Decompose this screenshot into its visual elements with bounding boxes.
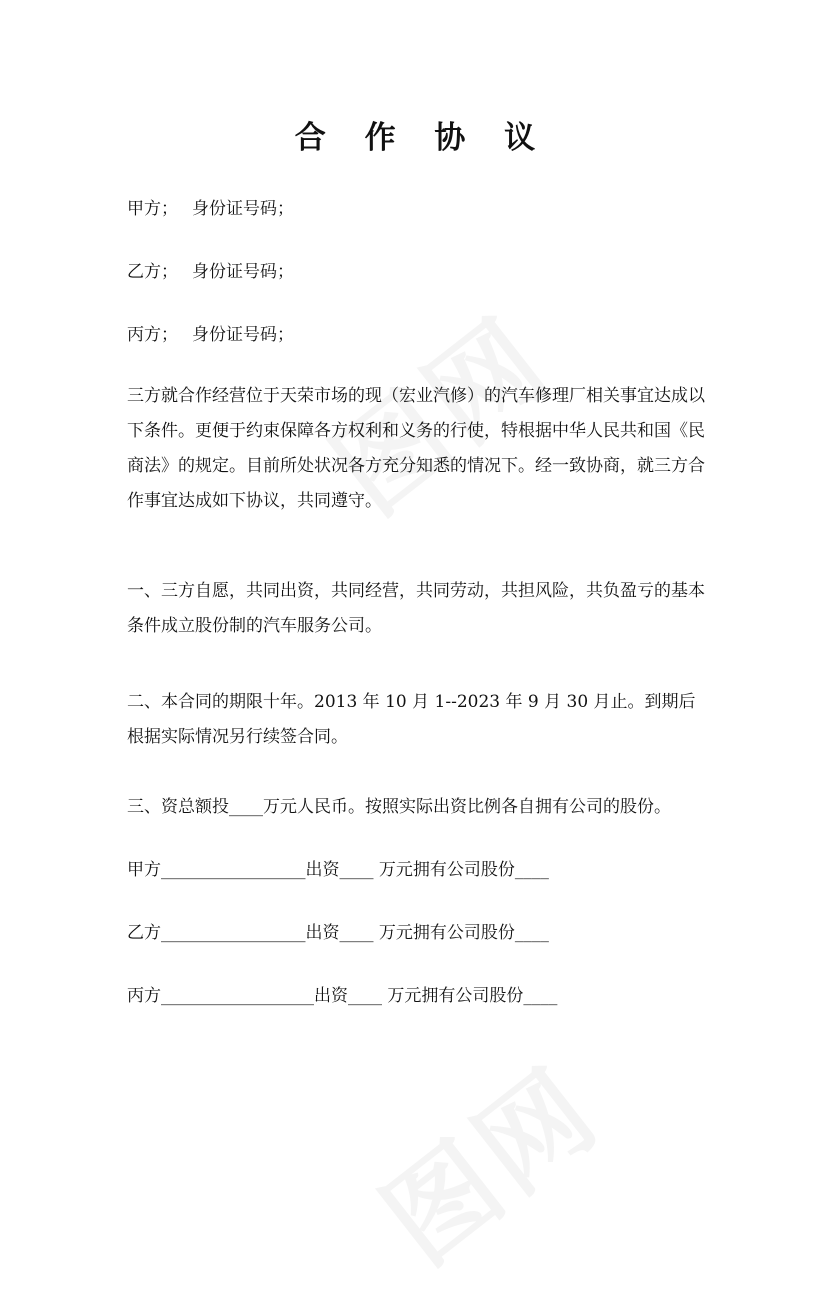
party-a-line [127, 192, 709, 227]
watermark [346, 1025, 626, 1292]
party-b-id-label: 身份证号码； [192, 262, 294, 282]
clause-2: 二、本合同的期限十年。2013 年 10 月 1--2023 年 9 月 30 月止。到期后根据实际情况另行续签合同。 [127, 692, 696, 747]
investment-party-c: 丙方__________________出资____ 万元拥有公司股份____ [127, 986, 558, 1006]
party-c-line [127, 318, 709, 353]
intro-paragraph: 三方就合作经营位于天荣市场的现（宏业汽修）的汽车修理厂相关事宜达成以下条件。更便于约束保障各方权利和义务的行使，特根据中华人民共和国《民商法》的规定。目前所处状况各方充分知悉的情况下。经一致协商，就三方合作事宜达成如下协议，共同遵守。 [127, 386, 705, 511]
party-c-id-label: 身份证号码； [192, 325, 294, 345]
investment-party-a: 甲方_________________出资____ 万元拥有公司股份____ [127, 860, 549, 880]
investment-party-b: 乙方_________________出资____ 万元拥有公司股份____ [127, 923, 549, 943]
party-a-id-label: 身份证号码； [192, 199, 294, 219]
party-c-name: 丙方； [127, 325, 178, 345]
party-b-line [127, 255, 709, 290]
document-title: 合 作 协 议 [294, 120, 550, 156]
clause-1: 一、三方自愿，共同出资，共同经营，共同劳动，共担风险，共负盈亏的基本条件成立股份制的汽车服务公司。 [127, 581, 705, 636]
clause-3: 三、资总额投____万元人民币。按照实际出资比例各自拥有公司的股份。 [127, 797, 671, 817]
party-a-name: 甲方； [127, 199, 178, 219]
party-b-name: 乙方； [127, 262, 178, 282]
